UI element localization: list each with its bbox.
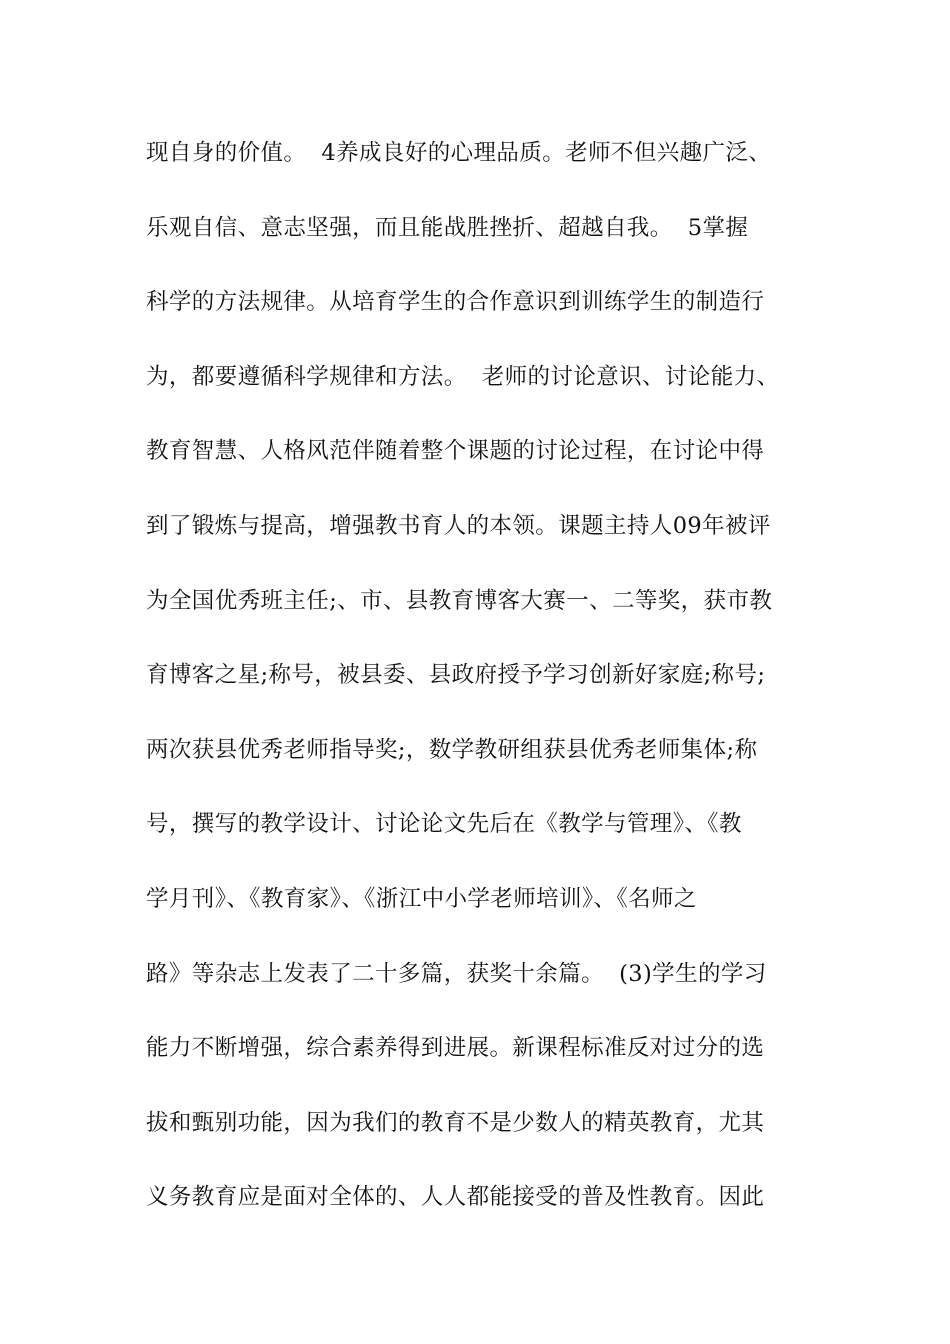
text-line: 能力不断增强，综合素养得到进展。新课程标准反对过分的选 bbox=[146, 1035, 765, 1062]
text-line: 义务教育应是面对全体的、人人都能接受的普及性教育。因此 bbox=[146, 1184, 765, 1211]
text-line: 科学的方法规律。从培育学生的合作意识到训练学生的制造行 bbox=[146, 289, 765, 316]
text-line: 教育智慧、人格风范伴随着整个课题的讨论过程，在讨论中得 bbox=[146, 438, 765, 465]
text-line: 为全国优秀班主任;、市、县教育博客大赛一、二等奖，获市教 bbox=[146, 587, 773, 614]
text-line: 育博客之星;称号，被县委、县政府授予学习创新好家庭;称号; bbox=[146, 662, 766, 689]
body-text bbox=[146, 134, 816, 1253]
text-line: 为，都要遵循科学规律和方法。 老师的讨论意识、讨论能力、 bbox=[146, 363, 780, 390]
text-line: 乐观自信、意志坚强，而且能战胜挫折、超越自我。 5掌握 bbox=[146, 214, 749, 241]
text-line: 拔和甄别功能，因为我们的教育不是少数人的精英教育，尤其 bbox=[146, 1109, 765, 1136]
text-line: 路》等杂志上发表了二十多篇，获奖十余篇。 (3)学生的学习 bbox=[146, 960, 767, 987]
text-line: 现自身的价值。 4养成良好的心理品质。老师不但兴趣广泛、 bbox=[146, 140, 772, 166]
text-line: 两次获县优秀老师指导奖;，数学教研组获县优秀老师集体;称 bbox=[146, 736, 758, 763]
text-line: 学月刊》、《教育家》、《浙江中小学老师培训》、《名师之 bbox=[146, 885, 697, 912]
text-line: 号，撰写的教学设计、讨论论文先后在《教学与管理》、《教 bbox=[146, 811, 742, 838]
text-line: 到了锻炼与提高，增强教书育人的本领。课题主持人09年被评 bbox=[146, 512, 771, 539]
